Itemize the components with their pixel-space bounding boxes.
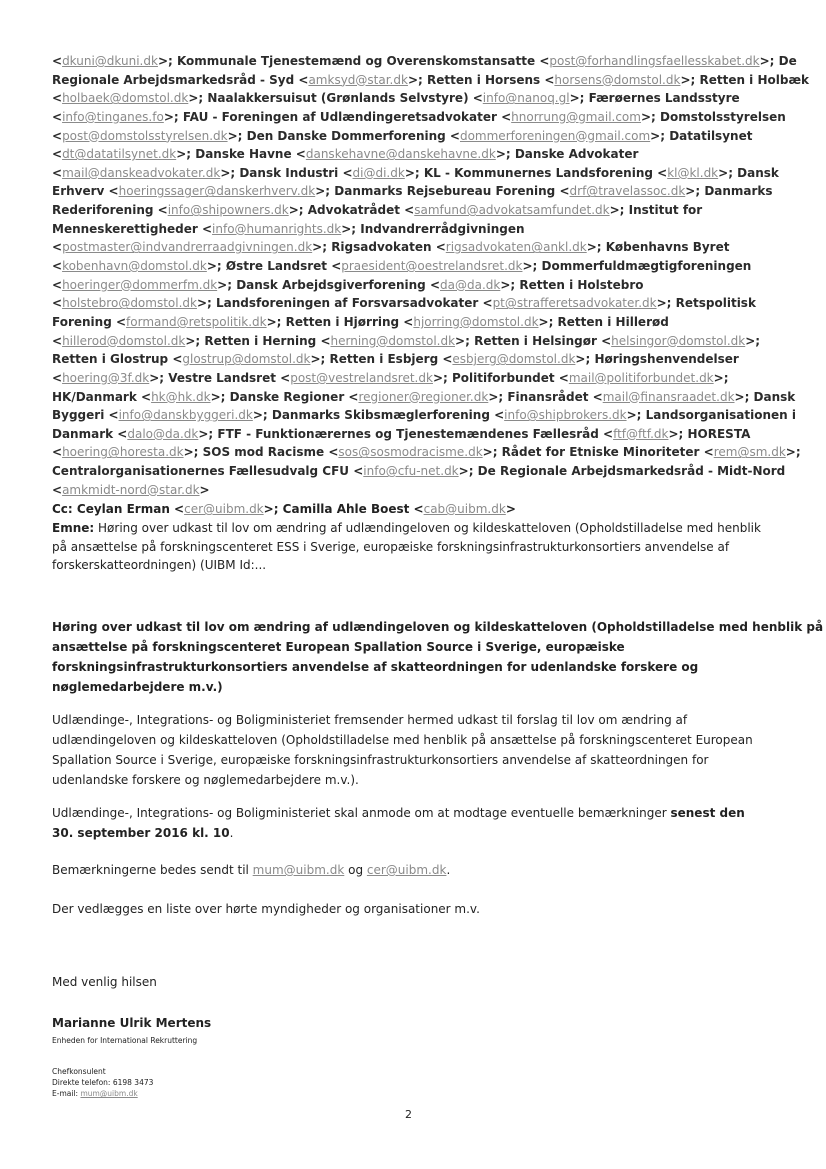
recipient-line: [52, 89, 774, 108]
recipient-line: [52, 350, 774, 369]
recipient-line: [52, 462, 786, 481]
recipient-line: [52, 294, 774, 313]
heading-line: nøglemedarbejdere m.v.): [52, 680, 223, 694]
email-link[interactable]: hjorring@domstol.dk: [413, 314, 539, 329]
signature-unit: Enheden for International Rekruttering: [52, 1036, 198, 1045]
recipient-text: <: [52, 109, 63, 124]
email-link[interactable]: post@domstolsstyrelsen.dk: [62, 128, 228, 143]
recipient-line: [52, 332, 774, 351]
email-link[interactable]: hnorrung@gmail.com: [511, 109, 641, 124]
emne-line: på ansættelse på forskningscenteret ESS i Sverige, europæiske forskningsinfrastrukturkonsortiers anvendelse af: [52, 539, 730, 554]
recipient-line: [52, 276, 774, 295]
emne-line: forskerskatteordningen) (UIBM Id:...: [52, 558, 267, 573]
email-link[interactable]: rigsadvokaten@ankl.dk: [445, 240, 587, 255]
recipient-text: >; FAU - Foreningen af Udlændingeretsadvokater <: [163, 109, 512, 124]
recipient-text: >; Danmarks Rejsebureau Forening <: [315, 184, 570, 199]
recipient-text: <: [52, 370, 63, 385]
email-link[interactable]: holbaek@domstol.dk: [62, 91, 189, 106]
body-line: Udlændinge-, Integrations- og Boligministeriet fremsender hermed udkast til forslag til lov om ændring af: [52, 713, 688, 727]
recipient-text: >; Advokatrådet <: [288, 203, 415, 218]
signature-email-link[interactable]: mum@uibm.dk: [80, 1089, 138, 1098]
document-heading: [52, 617, 824, 697]
email-link[interactable]: ftf@ftf.dk: [613, 426, 669, 441]
recipient-text: HK/Danmark <: [52, 389, 152, 404]
recipient-text: >; Domstolsstyrelsen: [640, 109, 786, 124]
email-link[interactable]: praesident@oestrelandsret.dk: [341, 259, 523, 274]
recipient-text: >; Camilla Ahle Boest <: [263, 502, 424, 516]
recipient-line: [52, 201, 774, 220]
recipient-text: Byggeri <: [52, 408, 119, 423]
recipient-text: >;: [785, 445, 801, 460]
recipient-text: <: [52, 128, 63, 143]
email-link[interactable]: mail@finansraadet.dk: [602, 389, 735, 404]
email-link[interactable]: esbjerg@domstol.dk: [452, 352, 576, 367]
recipient-text: <: [52, 482, 63, 497]
recipient-text: Forening <: [52, 314, 127, 329]
recipient-text: >; Danmarks Skibsmæglerforening <: [252, 408, 505, 423]
body-text: .: [446, 863, 451, 877]
recipient-text: >; Retspolitisk: [656, 296, 756, 311]
recipient-text: <: [52, 54, 63, 68]
closing: Med venlig hilsen: [52, 975, 157, 989]
recipient-text: <: [52, 445, 63, 460]
email-link[interactable]: helsingor@domstol.dk: [611, 333, 746, 348]
deadline-date: 30. september 2016 kl. 10: [52, 826, 230, 840]
recipient-text: >; Politiforbundet <: [432, 370, 569, 385]
recipient-text: >; Finansrådet <: [488, 389, 603, 404]
body-paragraph-4: Der vedlægges en liste over hørte myndigheder og organisationer m.v.: [52, 902, 480, 916]
signature-email-label: E-mail:: [52, 1089, 81, 1098]
recipient-line: [52, 388, 796, 407]
recipient-text: >: [199, 482, 210, 497]
recipient-text: >; Retten i Holstebro: [500, 277, 644, 292]
recipient-text: <: [52, 165, 63, 180]
recipient-text: <: [52, 147, 63, 162]
recipient-text: >; Kommunale Tjenestemænd og Overenskomstansatte <: [157, 54, 550, 68]
recipient-text: Centralorganisationernes Fællesudvalg CFU <: [52, 464, 364, 479]
recipient-text: >; Datatilsynet: [650, 128, 753, 143]
recipient-line: [52, 182, 774, 201]
email-link[interactable]: info@nanoq.gl: [482, 91, 570, 106]
email-link[interactable]: kl@kl.dk: [667, 165, 719, 180]
email-link[interactable]: hillerod@domstol.dk: [62, 333, 186, 348]
email-link[interactable]: herning@domstol.dk: [330, 333, 456, 348]
recipient-text: Cc: Ceylan Erman <: [52, 502, 185, 516]
email-link[interactable]: hoeringer@dommerfm.dk: [62, 277, 218, 292]
recipient-line: [52, 313, 774, 332]
signature-name: Marianne Ulrik Mertens: [52, 1016, 212, 1030]
recipient-line: [52, 481, 774, 500]
recipient-text: <: [52, 333, 63, 348]
recipient-text: <: [52, 296, 63, 311]
recipient-text: Regionale Arbejdsmarkedsråd - Syd <: [52, 72, 309, 87]
recipient-text: >; Indvandrerrådgivningen: [341, 221, 525, 236]
recipient-text: <: [52, 91, 63, 106]
recipient-text: >;: [745, 333, 761, 348]
email-link[interactable]: info@shipbrokers.dk: [504, 408, 627, 423]
email-link[interactable]: glostrup@domstol.dk: [182, 352, 311, 367]
recipient-text: <: [52, 259, 63, 274]
recipient-text: >; Den Danske Dommerforening <: [227, 128, 460, 143]
body-paragraph-1: [52, 710, 753, 790]
subject-field: [52, 519, 782, 575]
recipient-text: >; Institut for: [609, 203, 703, 218]
email-link[interactable]: cab@uibm.dk: [423, 502, 506, 516]
recipient-text: >; Danske Advokater: [495, 147, 639, 162]
body-paragraph-2: [52, 803, 745, 843]
cc-row: [52, 500, 516, 519]
recipient-line: [52, 127, 774, 146]
emne-label: Emne:: [52, 521, 95, 535]
recipient-text: Rederiforening <: [52, 203, 168, 218]
recipient-line: [52, 108, 786, 127]
email-link[interactable]: dt@datatilsynet.dk: [62, 147, 177, 162]
email-link[interactable]: mail@politiforbundet.dk: [568, 370, 714, 385]
recipient-text: >; Retten i Hjørring <: [266, 314, 414, 329]
email-link[interactable]: dkuni@dkuni.dk: [62, 54, 158, 68]
email-link[interactable]: info@shipowners.dk: [167, 203, 289, 218]
email-link[interactable]: da@da.dk: [440, 277, 501, 292]
email-link[interactable]: formand@retspolitik.dk: [126, 314, 267, 329]
recipient-text: >; Færøernes Landsstyre: [569, 91, 740, 106]
email-link[interactable]: rem@sm.dk: [713, 445, 786, 460]
heading-line: forskningsinfrastrukturkonsortiers anvendelse af skatteordningen for udenlandske forskere og: [52, 660, 699, 674]
email-link[interactable]: regioner@regioner.dk: [358, 389, 489, 404]
recipient-text: Danmark <: [52, 426, 128, 441]
signature-phone: Direkte telefon: 6198 3473: [52, 1078, 154, 1087]
email-link[interactable]: samfund@advokatsamfundet.dk: [414, 203, 610, 218]
email-link[interactable]: amkmidt-nord@star.dk: [62, 482, 200, 497]
recipient-text: >; Dansk: [734, 389, 796, 404]
email-link-mum[interactable]: mum@uibm.dk: [252, 863, 345, 877]
cc-line: [52, 500, 516, 519]
email-link[interactable]: holstebro@domstol.dk: [62, 296, 197, 311]
email-link[interactable]: info@cfu-net.dk: [363, 464, 459, 479]
recipient-line: [52, 145, 774, 164]
body-paragraph-3: [52, 860, 450, 880]
recipient-text: >; De: [759, 54, 797, 68]
recipient-text: Menneskerettigheder <: [52, 221, 213, 236]
recipient-text: >; Retten i Esbjerg <: [310, 352, 453, 367]
email-link[interactable]: mail@danskeadvokater.dk: [62, 165, 221, 180]
heading-line: Høring over udkast til lov om ændring af udlændingeloven og kildeskatteloven (Opholdstilladelse med henblik på: [52, 620, 824, 634]
recipient-text: >; KL - Kommunernes Landsforening <: [404, 165, 668, 180]
recipient-text: Erhverv <: [52, 184, 119, 199]
recipient-line: [52, 71, 810, 90]
signature-title: Chefkonsulent: [52, 1067, 106, 1076]
recipient-text: >; Retten i Holbæk: [680, 72, 810, 87]
recipient-text: >; Retten i Helsingør <: [455, 333, 612, 348]
recipient-text: >; Østre Landsret <: [206, 259, 342, 274]
recipient-text: >; SOS mod Racisme <: [183, 445, 339, 460]
recipient-line: [52, 238, 774, 257]
recipient-line: [52, 257, 774, 276]
body-text: .: [229, 826, 234, 840]
signature-email-row: [52, 1088, 138, 1099]
recipient-text: >; Københavns Byret: [586, 240, 730, 255]
recipient-line: [52, 164, 779, 183]
email-link-cer[interactable]: cer@uibm.dk: [366, 863, 447, 877]
recipient-text: >;: [713, 370, 729, 385]
page-number: 2: [405, 1108, 412, 1121]
email-link[interactable]: drf@travelassoc.dk: [569, 184, 686, 199]
email-link[interactable]: post@forhandlingsfaellesskabet.dk: [549, 54, 760, 68]
email-link[interactable]: hoeringssager@danskerhverv.dk: [118, 184, 316, 199]
recipient-text: >: [505, 502, 516, 516]
body-text: Bemærkningerne bedes sendt til: [52, 863, 253, 877]
recipient-text: >; Dommerfuldmægtigforeningen: [522, 259, 752, 274]
recipient-text: >; De Regionale Arbejdsmarkedsråd - Midt-Nord: [458, 464, 786, 479]
recipient-text: >; Dansk Industri <: [220, 165, 353, 180]
recipient-text: >; Landsorganisationen i: [626, 408, 796, 423]
body-line: udenlandske forskere og nøglemedarbejdere m.v.).: [52, 773, 359, 787]
email-link[interactable]: horsens@domstol.dk: [554, 72, 681, 87]
email-link[interactable]: dalo@da.dk: [127, 426, 199, 441]
recipient-line: [52, 443, 801, 462]
recipient-text: >; Dansk: [718, 165, 779, 180]
recipient-text: <: [52, 277, 63, 292]
recipient-text: >; Retten i Hillerød: [538, 314, 669, 329]
recipient-text: >; Retten i Horsens <: [407, 72, 555, 87]
recipient-text: >; Vestre Landsret <: [149, 370, 291, 385]
email-link[interactable]: kobenhavn@domstol.dk: [62, 259, 207, 274]
recipient-text: >; Danske Havne <: [176, 147, 306, 162]
email-link[interactable]: sos@sosmodracisme.dk: [338, 445, 483, 460]
recipient-text: >; Danmarks: [685, 184, 773, 199]
recipient-line: [52, 425, 774, 444]
body-text: og: [344, 863, 367, 877]
email-link[interactable]: di@di.dk: [352, 165, 405, 180]
recipient-text: >; FTF - Funktionærernes og Tjenestemændenes Fællesråd <: [198, 426, 614, 441]
email-link[interactable]: amksyd@star.dk: [308, 72, 408, 87]
email-link[interactable]: post@vestrelandsret.dk: [290, 370, 433, 385]
recipient-text: >; Danske Regioner <: [210, 389, 359, 404]
body-line: Spallation Source i Sverige, europæiske forskningsinfrastrukturkonsortiers anvendelse af skatteordningen for: [52, 753, 709, 767]
email-link[interactable]: postmaster@indvandrerraadgivningen.dk: [62, 240, 313, 255]
recipient-text: >; Rigsadvokaten <: [312, 240, 446, 255]
recipient-text: <: [52, 240, 63, 255]
email-link[interactable]: hk@hk.dk: [151, 389, 211, 404]
email-link[interactable]: info@danskbyggeri.dk: [118, 408, 253, 423]
email-link[interactable]: info@tinganes.fo: [62, 109, 164, 124]
recipient-text: >; Rådet for Etniske Minoriteter <: [482, 445, 714, 460]
email-link[interactable]: pt@strafferetsadvokater.dk: [492, 296, 657, 311]
recipient-line: [52, 369, 774, 388]
emne-line: Høring over udkast til lov om ændring af udlændingeloven og kildeskatteloven (Opholdstilladelse med henblik: [98, 521, 761, 535]
recipient-text: Retten i Glostrup <: [52, 352, 183, 367]
recipient-text: >; Retten i Herning <: [185, 333, 331, 348]
email-link[interactable]: danskehavne@danskehavne.dk: [305, 147, 496, 162]
deadline-text: senest den: [670, 806, 745, 820]
heading-line: ansættelse på forskningscenteret European Spallation Source i Sverige, europæiske: [52, 640, 625, 654]
recipient-line: [52, 220, 774, 239]
email-link[interactable]: hoering@3f.dk: [62, 370, 150, 385]
email-link[interactable]: hoering@horesta.dk: [62, 445, 184, 460]
recipient-text: >; Dansk Arbejdsgiverforening <: [217, 277, 440, 292]
recipient-text: >; Naalakkersuisut (Grønlands Selvstyre) <: [188, 91, 483, 106]
recipient-text: >; Høringshenvendelser: [575, 352, 739, 367]
recipient-text: >; Landsforeningen af Forsvarsadvokater <: [196, 296, 493, 311]
body-text: Udlændinge-, Integrations- og Boligministeriet skal anmode om at modtage eventuelle bemærkninger: [52, 806, 671, 820]
recipient-line: [52, 406, 796, 425]
email-link[interactable]: cer@uibm.dk: [184, 502, 264, 516]
email-link[interactable]: dommerforeningen@gmail.com: [459, 128, 651, 143]
recipient-text: >; HORESTA: [668, 426, 751, 441]
body-line: udlændingeloven og kildeskatteloven (Opholdstilladelse med henblik på ansættelse på forskningscenteret European: [52, 733, 753, 747]
recipient-list: [52, 52, 810, 499]
email-link[interactable]: info@humanrights.dk: [212, 221, 342, 236]
recipient-line: [52, 52, 797, 71]
